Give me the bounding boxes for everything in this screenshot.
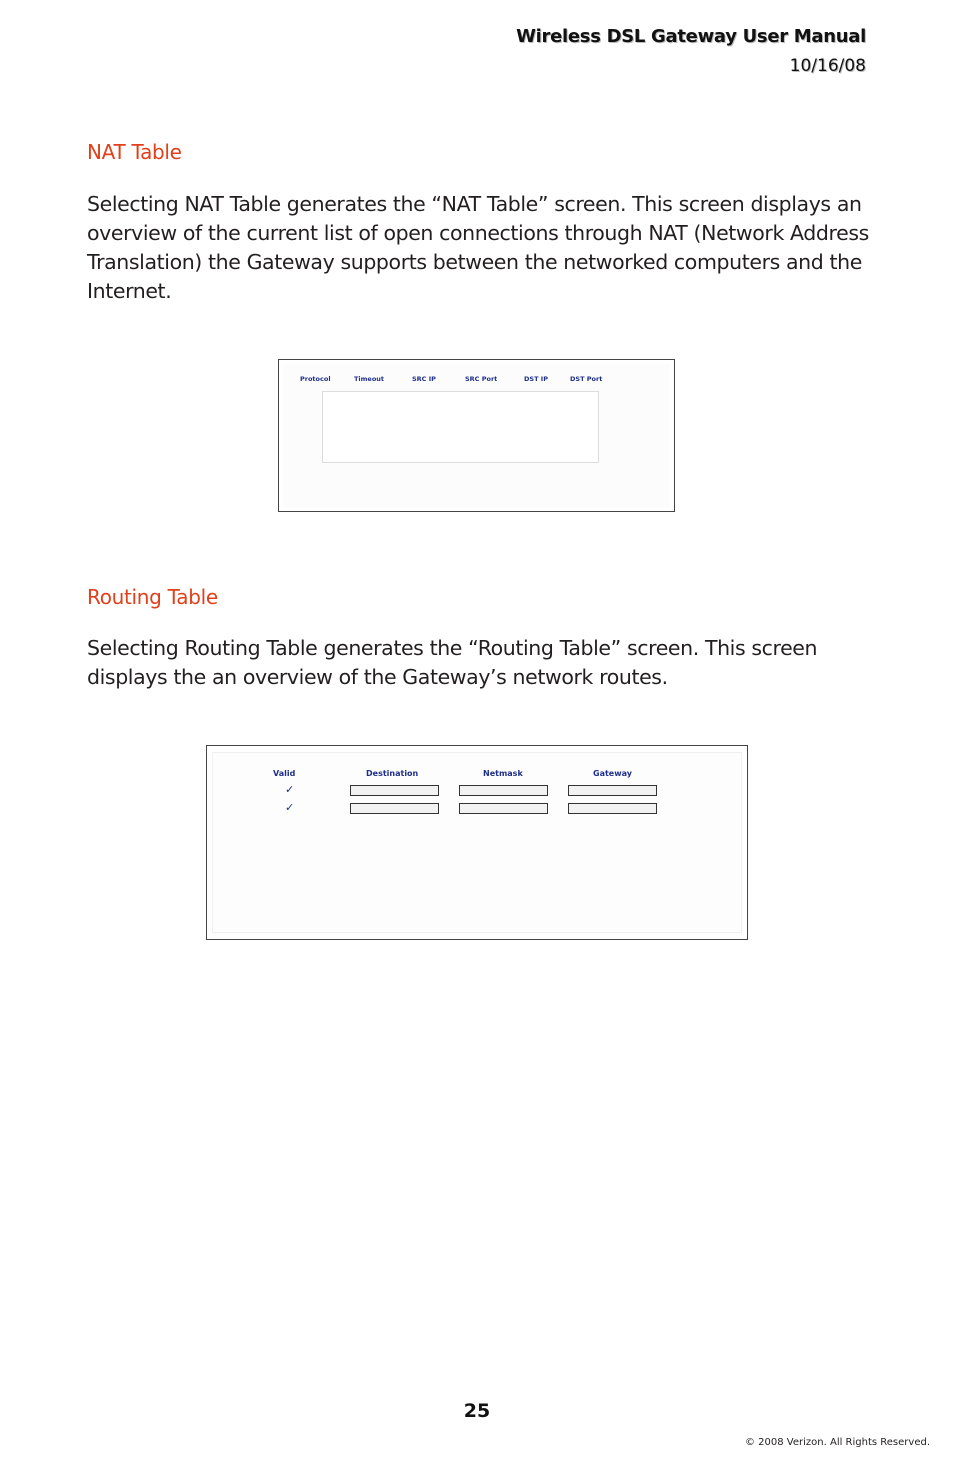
netmask-input[interactable]: [459, 785, 548, 796]
netmask-input[interactable]: [459, 803, 548, 814]
page-number: 25: [463, 1400, 491, 1422]
gateway-input[interactable]: [568, 785, 657, 796]
routing-table-description: Selecting Routing Table generates the “Routing Table” screen. This screen displays the an overview of the Gateway’s network routes.: [87, 636, 818, 689]
nat-col-src-port: SRC Port: [465, 375, 498, 383]
routing-table-panel: [212, 752, 742, 933]
rt-col-destination: Destination: [366, 769, 419, 778]
destination-input[interactable]: [350, 785, 439, 796]
nat-table-screenshot: [278, 359, 675, 512]
routing-table-heading: Routing Table: [87, 585, 218, 609]
nat-col-src-ip: SRC IP: [412, 375, 436, 383]
gateway-input[interactable]: [568, 803, 657, 814]
nat-connections-list: [322, 391, 599, 463]
routing-table-screenshot: [206, 745, 748, 940]
manual-date: 10/16/08: [789, 56, 866, 76]
rt-col-valid: Valid: [273, 769, 296, 778]
nat-col-dst-port: DST Port: [570, 375, 603, 383]
manual-title: Wireless DSL Gateway User Manual: [516, 26, 866, 47]
nat-col-dst-ip: DST IP: [524, 375, 548, 383]
destination-input[interactable]: [350, 803, 439, 814]
rt-col-gateway: Gateway: [593, 769, 632, 778]
nat-table-heading: NAT Table: [87, 140, 182, 164]
valid-checkmark-icon[interactable]: ✓: [285, 801, 295, 814]
nat-table-panel: [283, 364, 670, 507]
nat-col-protocol: Protocol: [300, 375, 331, 383]
valid-checkmark-icon[interactable]: ✓: [285, 783, 295, 796]
nat-table-description: Selecting NAT Table generates the “NAT Table” screen. This screen displays an overview of the current list of open connections through NAT (Network Address Translation) the Gateway supports between the networked computers and the Internet.: [87, 192, 869, 303]
rt-col-netmask: Netmask: [483, 769, 523, 778]
copyright-notice: © 2008 Verizon. All Rights Reserved.: [745, 1437, 930, 1448]
nat-col-timeout: Timeout: [354, 375, 385, 383]
